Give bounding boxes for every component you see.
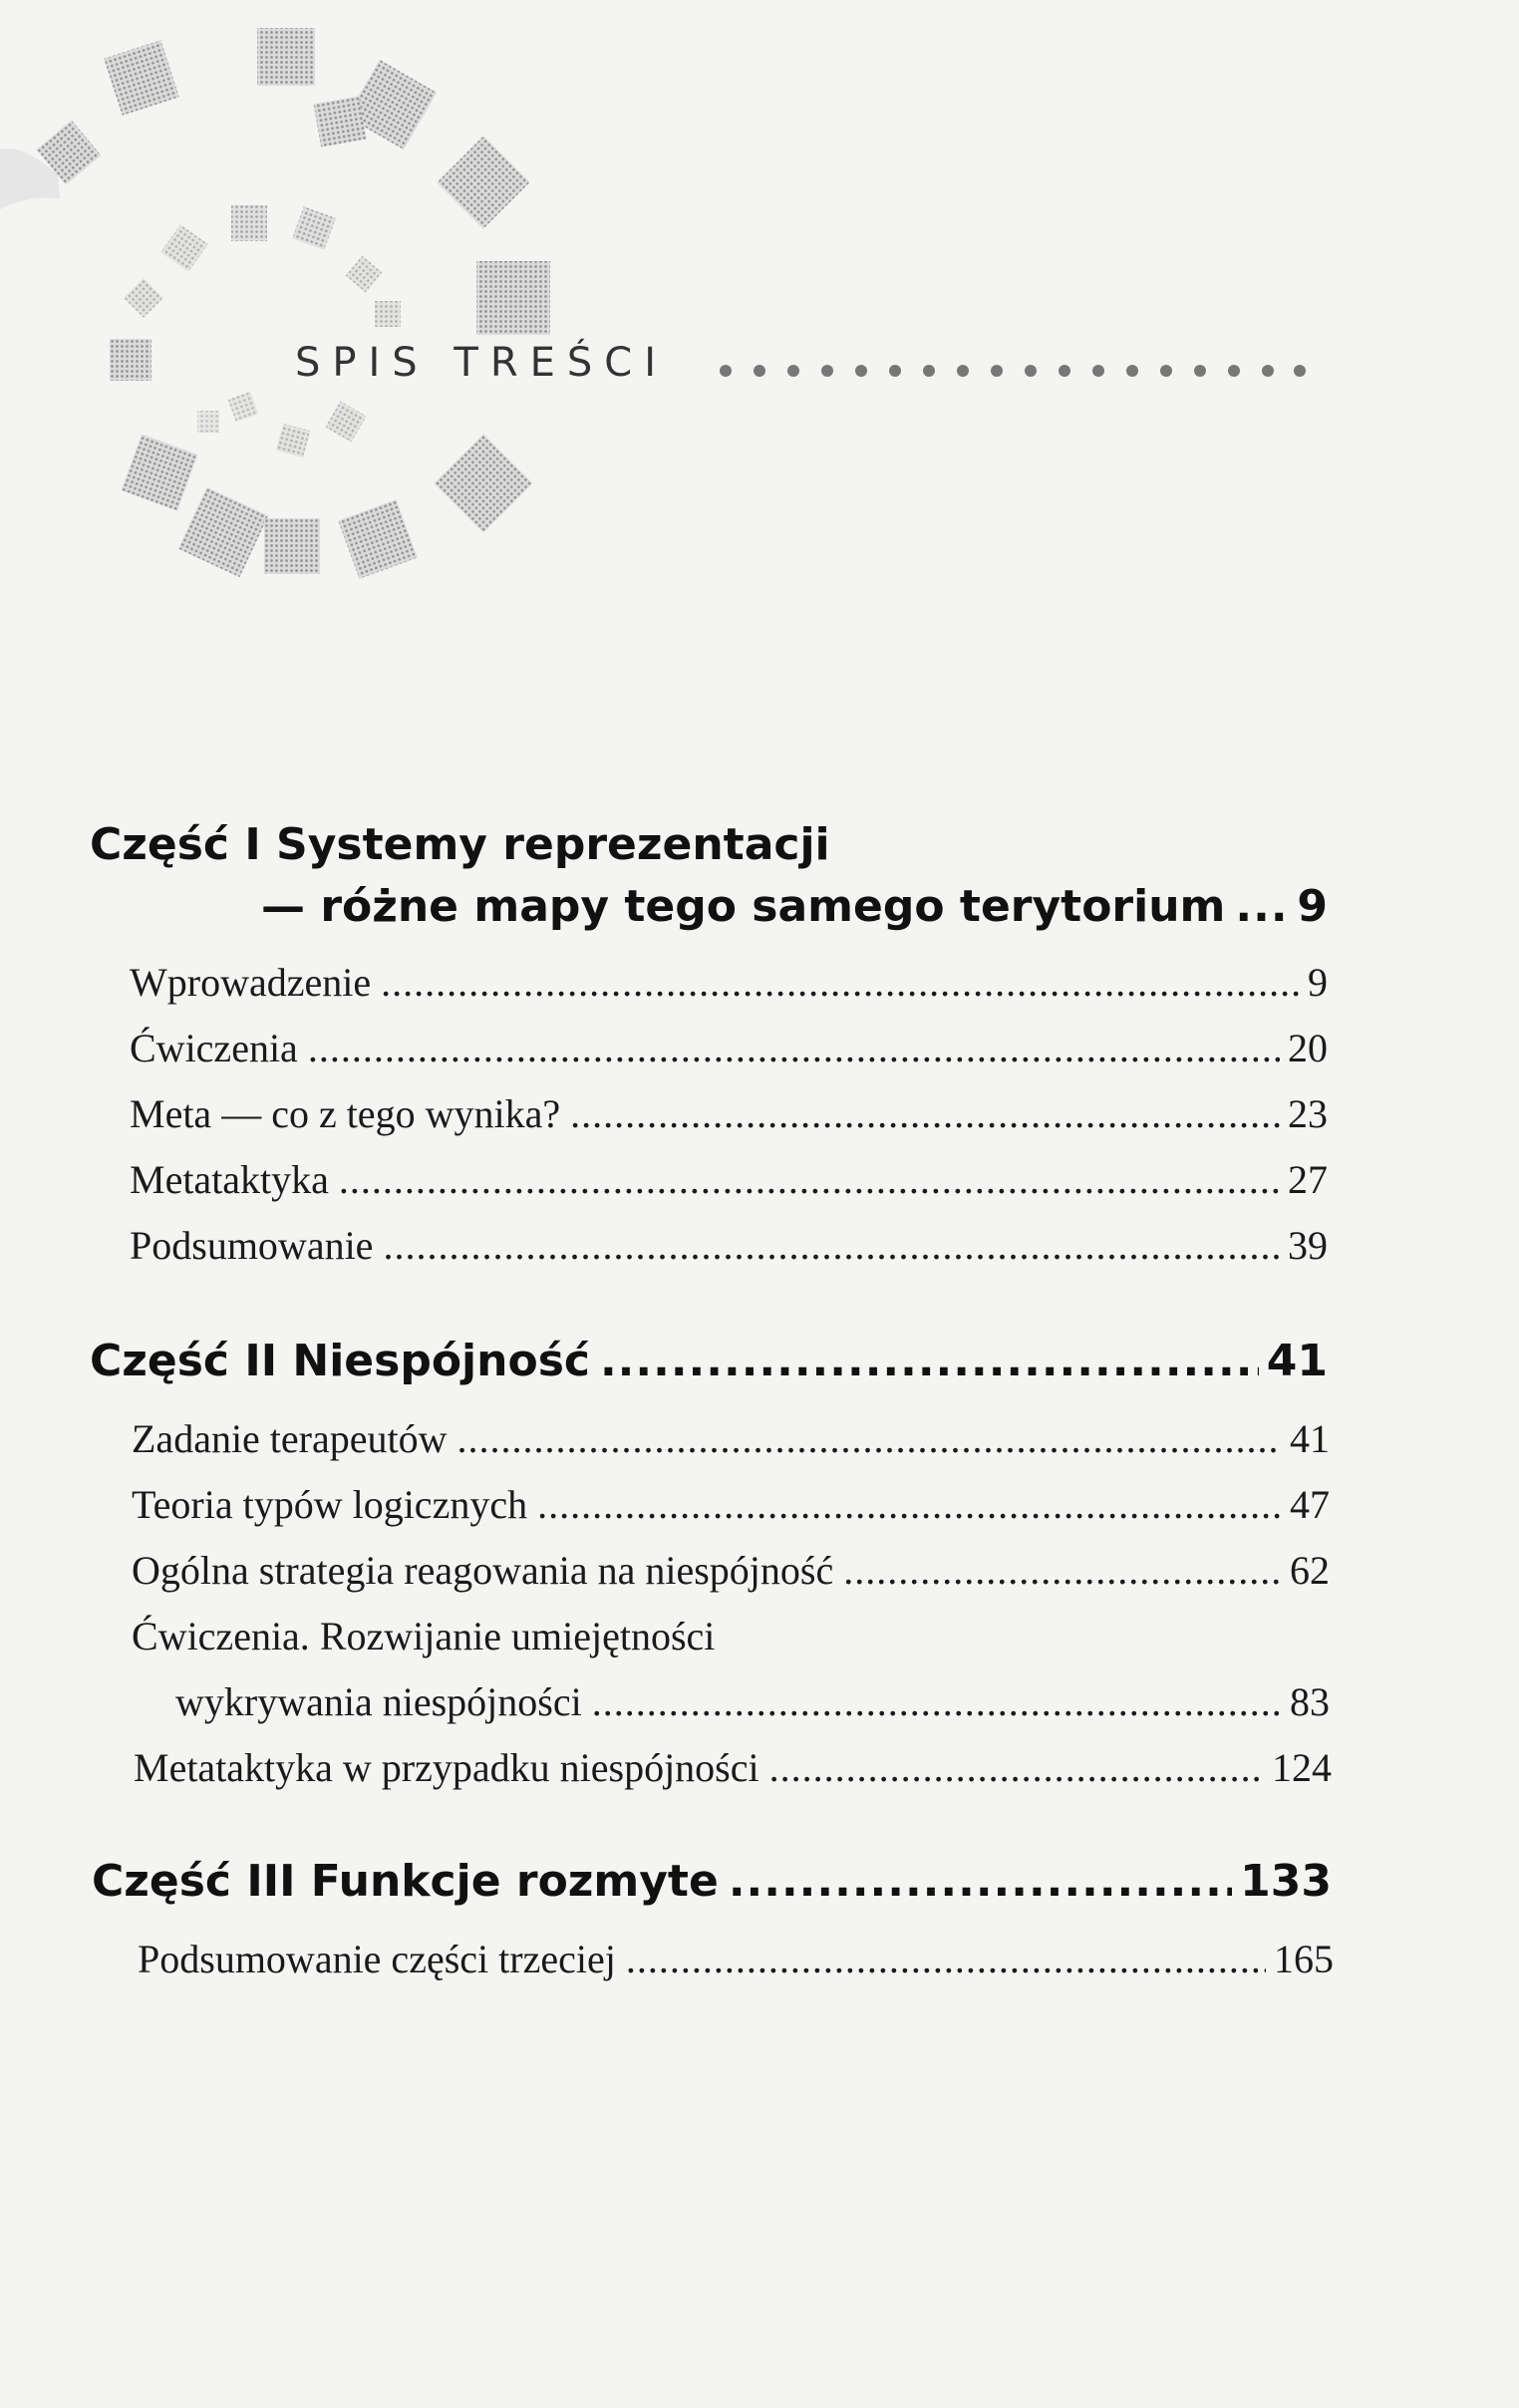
dot-leader xyxy=(537,1481,1282,1528)
entry-page: 23 xyxy=(1288,1091,1328,1136)
entry-label: Zadanie terapeutów xyxy=(132,1416,448,1461)
toc-entry[interactable] xyxy=(134,1744,1332,1791)
entry-label: Podsumowanie części trzeciej xyxy=(138,1937,616,1981)
toc-entry[interactable] xyxy=(130,1156,1328,1203)
entry-label: Metataktyka w przypadku niespójności xyxy=(134,1745,760,1790)
dot-leader xyxy=(383,1222,1280,1269)
part-3-heading-row[interactable] xyxy=(92,1856,1332,1907)
toc-entry[interactable] xyxy=(132,1547,1330,1594)
part-1-heading-line1[interactable]: Część I Systemy reprezentacji xyxy=(90,819,830,870)
entry-page: 165 xyxy=(1274,1937,1334,1981)
dot-leader xyxy=(769,1744,1264,1791)
entry-page: 20 xyxy=(1288,1026,1328,1070)
entry-page: 9 xyxy=(1308,960,1328,1005)
toc-entry[interactable] xyxy=(130,1025,1328,1071)
dot-leader xyxy=(308,1025,1280,1071)
dot-leader xyxy=(1235,881,1289,932)
part-2-heading-row[interactable] xyxy=(90,1336,1328,1386)
entry-label: Podsumowanie xyxy=(130,1223,374,1268)
dot-leader xyxy=(626,1936,1266,1982)
entry-label: Ćwiczenia xyxy=(130,1026,298,1070)
entry-page: 39 xyxy=(1288,1223,1328,1268)
toc-entry[interactable] xyxy=(132,1415,1330,1462)
entry-page: 27 xyxy=(1288,1157,1328,1202)
part-1-heading-line2: — różne mapy tego samego terytorium xyxy=(261,881,1226,932)
entry-label: Metataktyka xyxy=(130,1157,329,1202)
toc-entry[interactable] xyxy=(130,1222,1328,1269)
part-3-heading: Część III Funkcje rozmyte xyxy=(92,1856,719,1907)
entry-label: Teoria typów logicznych xyxy=(132,1482,528,1527)
entry-label: Meta — co z tego wynika? xyxy=(130,1091,561,1136)
entry-label-line1[interactable]: Ćwiczenia. Rozwijanie umiejętności xyxy=(132,1614,716,1658)
dot-leader xyxy=(339,1156,1280,1203)
entry-page: 41 xyxy=(1290,1416,1330,1461)
entry-page: 47 xyxy=(1290,1482,1330,1527)
dot-leader xyxy=(592,1678,1282,1725)
dot-leader xyxy=(457,1415,1282,1462)
dot-leader xyxy=(381,959,1300,1006)
toc-title: SPIS TREŚCI xyxy=(295,340,669,386)
entry-page: 62 xyxy=(1290,1548,1330,1593)
entry-page: 83 xyxy=(1290,1679,1330,1724)
entry-label: Ogólna strategia reagowania na niespójność xyxy=(132,1548,834,1593)
dot-leader xyxy=(600,1336,1259,1386)
toc-entry[interactable] xyxy=(130,1090,1328,1137)
part-1-heading-row[interactable] xyxy=(261,881,1328,932)
part-2-page: 41 xyxy=(1266,1336,1328,1386)
entry-page: 124 xyxy=(1272,1745,1332,1790)
entry-label-line2: wykrywania niespójności xyxy=(175,1679,582,1724)
toc-entry[interactable] xyxy=(138,1936,1334,1982)
dot-leader xyxy=(729,1856,1232,1907)
entry-label: Wprowadzenie xyxy=(130,960,372,1005)
part-2-heading: Część II Niespójność xyxy=(90,1336,590,1386)
part-3-page: 133 xyxy=(1240,1856,1332,1907)
toc-entry[interactable] xyxy=(130,959,1328,1006)
part-1-page: 9 xyxy=(1297,881,1328,932)
dot-leader xyxy=(570,1090,1280,1137)
toc-entry[interactable] xyxy=(175,1678,1330,1725)
dot-leader xyxy=(843,1547,1282,1594)
toc-entry[interactable] xyxy=(132,1481,1330,1528)
